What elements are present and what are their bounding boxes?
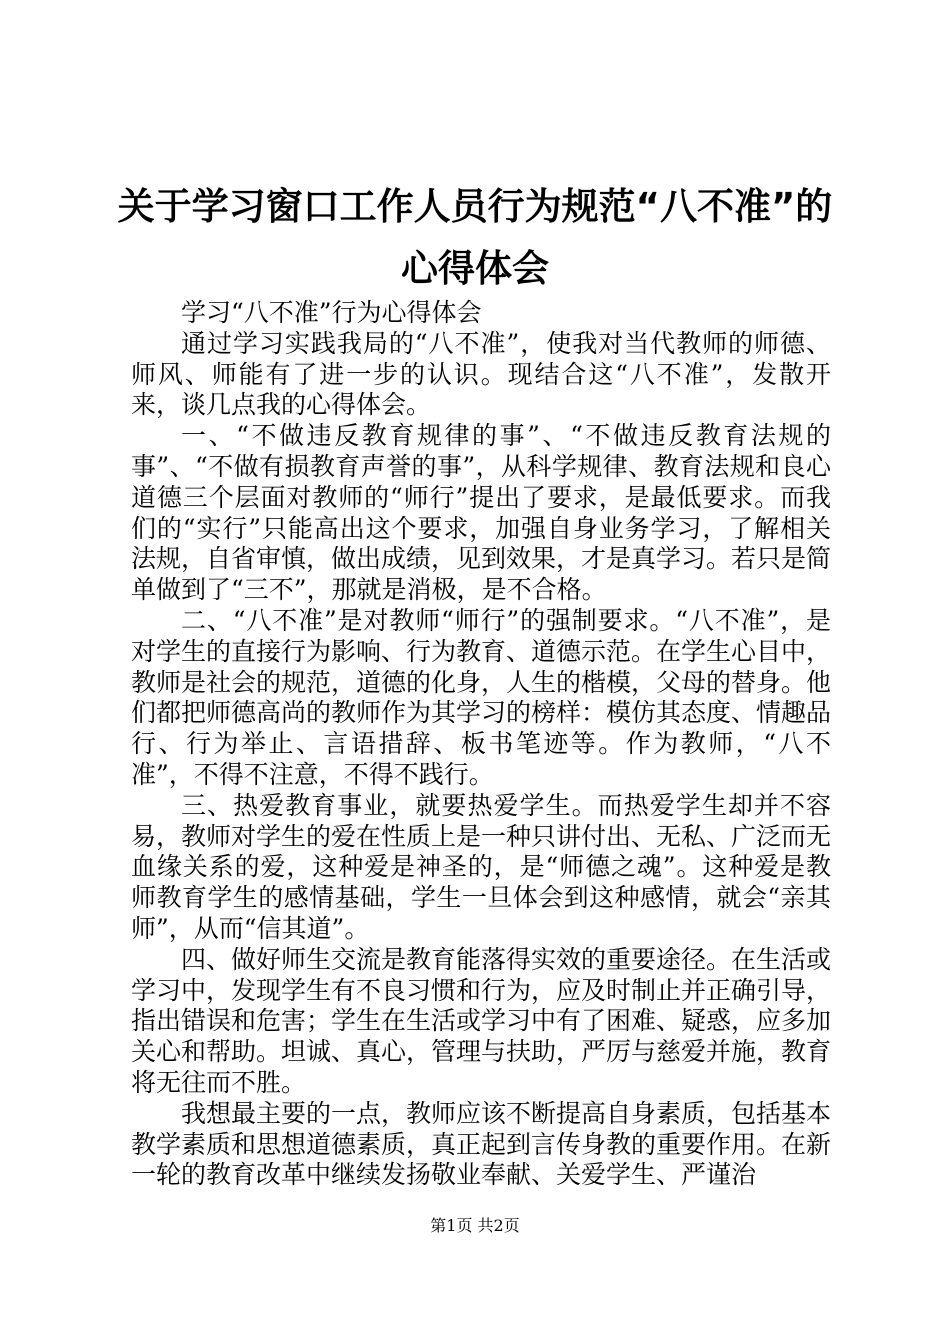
paragraph-intro: 通过学习实践我局的“八不准”，使我对当代教师的师德、师风、师能有了进一步的认识。现结合这“八不准”，发散开来，谈几点我的心得体会。 [131,328,831,420]
page-number-footer: 第1页 共2页 [430,1216,520,1235]
paragraph-conclusion: 我想最主要的一点，教师应该不断提高自身素质，包括基本教学素质和思想道德素质，真正起到言传身教的重要作用。在新一轮的教育改革中继续发扬敬业奉献、关爱学生、严谨治 [131,1098,832,1190]
paragraph-point-1: 一、“不做违反教育规律的事”、“不做违反教育法规的事”、“不做有损教育声誉的事”，从科学规律、教育法规和良心道德三个层面对教师的“师行”提出了要求，是最低要求。而我们的“实行”只能高出这个要求，加强自身业务学习，了解相关法规，自省审慎，做出成绩，见到效果，才是真学习。若只是简单做到了“三不”，那就是消极，是不合格。 [131,421,832,605]
subtitle-paragraph: 学习“八不准”行为心得体会 [181,298,482,327]
paragraph-point-4: 四、做好师生交流是教育能落得实效的重要途径。在生活或学习中，发现学生有不良习惯和行为，应及时制止并正确引导，指出错误和危害；学生在生活或学习中有了困难、疑惑，应多加关心和帮助。坦诚、真心，管理与扶助，严厉与慈爱并施，教育将无往而不胜。 [131,944,832,1097]
document-body [131,298,831,1191]
title-line-1: 关于学习窗口工作人员行为规范“八不准”的 [117,185,833,228]
paragraph-point-3: 三、热爱教育事业，就要热爱学生。而热爱学生却并不容易，教师对学生的爱在性质上是一种只讲付出、无私、广泛而无血缘关系的爱，这种爱是神圣的，是“师德之魂”。这种爱是教师教育学生的感情基础，学生一旦体会到这种感情，就会“亲其师”，从而“信其道”。 [131,790,832,943]
title-line-2: 心得体会 [401,247,549,290]
paragraph-point-2: 二、“八不准”是对教师“师行”的强制要求。“八不准”，是对学生的直接行为影响、行为教育、道德示范。在学生心目中，教师是社会的规范，道德的化身，人生的楷模，父母的替身。他们都把师德高尚的教师作为其学习的榜样：模仿其态度、情趣品行、行为举止、言语措辞、板书笔迹等。作为教师，“八不准”，不得不注意，不得不践行。 [131,605,832,789]
document-title [100,176,850,300]
